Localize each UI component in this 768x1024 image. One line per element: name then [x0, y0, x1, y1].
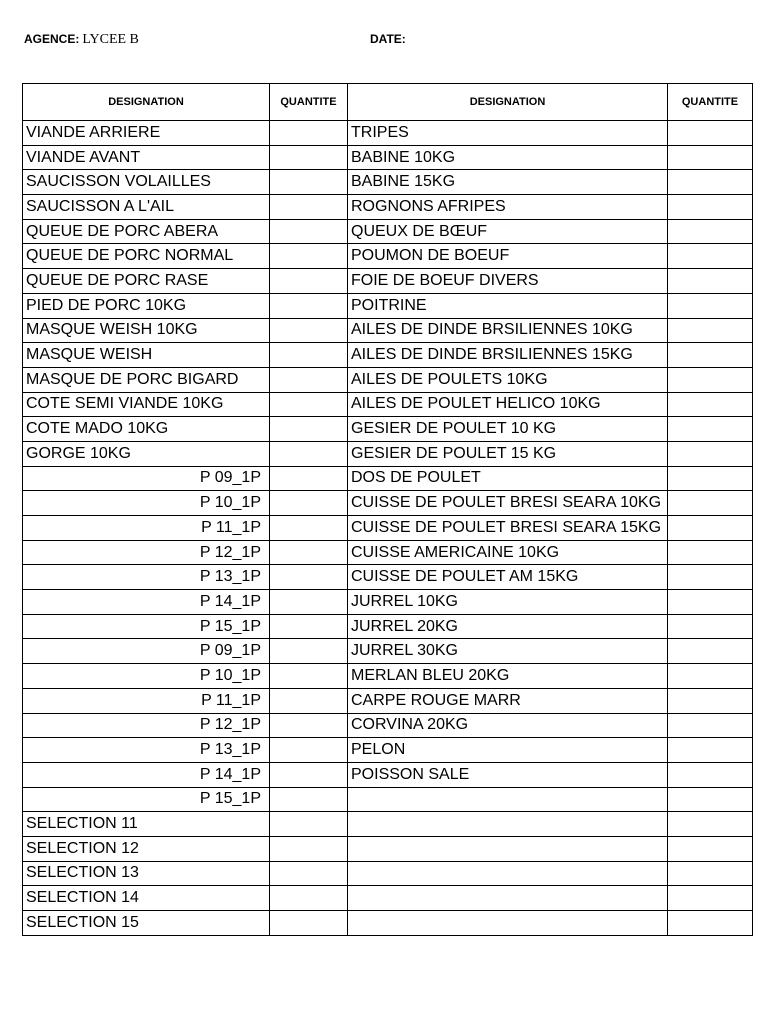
quantite-right-cell[interactable] [668, 787, 753, 812]
table-row [23, 343, 753, 368]
designation-right-cell [348, 812, 668, 837]
date-label: DATE: [370, 32, 406, 46]
designation-right-cell [348, 886, 668, 911]
quantite-left-cell[interactable] [270, 861, 348, 886]
designation-left-cell: P 14_1P [23, 590, 270, 615]
table-row [23, 244, 753, 269]
designation-right-cell: DOS DE POULET [348, 466, 668, 491]
order-table [22, 83, 753, 936]
designation-right-cell: CUISSE DE POULET AM 15KG [348, 565, 668, 590]
designation-left-cell: QUEUE DE PORC ABERA [23, 219, 270, 244]
quantite-left-cell[interactable] [270, 664, 348, 689]
designation-right-cell: GESIER DE POULET 15 KG [348, 441, 668, 466]
table-row [23, 664, 753, 689]
table-row [23, 195, 753, 220]
quantite-left-cell[interactable] [270, 466, 348, 491]
quantite-left-cell[interactable] [270, 787, 348, 812]
designation-left-cell: P 15_1P [23, 614, 270, 639]
agence-field [24, 32, 139, 48]
designation-left-cell: P 09_1P [23, 466, 270, 491]
designation-right-cell: JURREL 20KG [348, 614, 668, 639]
column-header-quantite-left: QUANTITE [270, 84, 348, 121]
designation-left-cell: QUEUE DE PORC NORMAL [23, 244, 270, 269]
table-row [23, 614, 753, 639]
table-row [23, 367, 753, 392]
designation-left-cell: P 10_1P [23, 664, 270, 689]
quantite-left-cell[interactable] [270, 639, 348, 664]
quantite-left-cell[interactable] [270, 367, 348, 392]
designation-right-cell: MERLAN BLEU 20KG [348, 664, 668, 689]
designation-left-cell: PIED DE PORC 10KG [23, 293, 270, 318]
table-row [23, 639, 753, 664]
quantite-right-cell[interactable] [668, 713, 753, 738]
designation-right-cell: TRIPES [348, 121, 668, 146]
designation-left-cell: P 15_1P [23, 787, 270, 812]
quantite-left-cell[interactable] [270, 812, 348, 837]
column-header-designation-right: DESIGNATION [348, 84, 668, 121]
quantite-right-cell[interactable] [668, 836, 753, 861]
designation-right-cell [348, 861, 668, 886]
designation-right-cell: QUEUX DE BŒUF [348, 219, 668, 244]
table-row [23, 590, 753, 615]
quantite-left-cell[interactable] [270, 392, 348, 417]
designation-left-cell: SELECTION 13 [23, 861, 270, 886]
quantite-left-cell[interactable] [270, 886, 348, 911]
quantite-left-cell[interactable] [270, 269, 348, 294]
quantite-left-cell[interactable] [270, 219, 348, 244]
quantite-right-cell[interactable] [668, 565, 753, 590]
designation-right-cell: AILES DE POULETS 10KG [348, 367, 668, 392]
quantite-left-cell[interactable] [270, 713, 348, 738]
designation-right-cell: POISSON SALE [348, 762, 668, 787]
designation-right-cell: CUISSE AMERICAINE 10KG [348, 540, 668, 565]
designation-right-cell: JURREL 30KG [348, 639, 668, 664]
designation-left-cell: P 11_1P [23, 688, 270, 713]
table-row [23, 219, 753, 244]
designation-left-cell: VIANDE ARRIERE [23, 121, 270, 146]
table-body [23, 121, 753, 936]
designation-left-cell: QUEUE DE PORC RASE [23, 269, 270, 294]
designation-left-cell: P 12_1P [23, 540, 270, 565]
designation-right-cell: JURREL 10KG [348, 590, 668, 615]
table-row [23, 738, 753, 763]
table-row [23, 516, 753, 541]
quantite-left-cell[interactable] [270, 565, 348, 590]
quantite-left-cell[interactable] [270, 121, 348, 146]
table-row [23, 269, 753, 294]
quantite-left-cell[interactable] [270, 590, 348, 615]
table-row [23, 392, 753, 417]
quantite-right-cell[interactable] [668, 664, 753, 689]
designation-left-cell: MASQUE WEISH 10KG [23, 318, 270, 343]
quantite-right-cell[interactable] [668, 614, 753, 639]
quantite-left-cell[interactable] [270, 293, 348, 318]
quantite-right-cell[interactable] [668, 738, 753, 763]
table-row [23, 762, 753, 787]
designation-left-cell: P 13_1P [23, 738, 270, 763]
designation-left-cell: P 12_1P [23, 713, 270, 738]
quantite-right-cell[interactable] [668, 145, 753, 170]
designation-left-cell: P 13_1P [23, 565, 270, 590]
designation-left-cell: COTE MADO 10KG [23, 417, 270, 442]
designation-right-cell: CUISSE DE POULET BRESI SEARA 15KG [348, 516, 668, 541]
designation-left-cell: SELECTION 14 [23, 886, 270, 911]
quantite-left-cell[interactable] [270, 343, 348, 368]
quantite-right-cell[interactable] [668, 516, 753, 541]
designation-left-cell: P 14_1P [23, 762, 270, 787]
table-row [23, 861, 753, 886]
quantite-left-cell[interactable] [270, 195, 348, 220]
designation-left-cell: COTE SEMI VIANDE 10KG [23, 392, 270, 417]
quantite-right-cell[interactable] [668, 293, 753, 318]
table-row [23, 170, 753, 195]
designation-right-cell: CUISSE DE POULET BRESI SEARA 10KG [348, 491, 668, 516]
designation-right-cell: CORVINA 20KG [348, 713, 668, 738]
quantite-left-cell[interactable] [270, 318, 348, 343]
table-row [23, 318, 753, 343]
designation-left-cell: SAUCISSON VOLAILLES [23, 170, 270, 195]
designation-right-cell: PELON [348, 738, 668, 763]
designation-right-cell [348, 911, 668, 936]
quantite-right-cell[interactable] [668, 441, 753, 466]
quantite-left-cell[interactable] [270, 540, 348, 565]
designation-right-cell [348, 787, 668, 812]
table-row [23, 145, 753, 170]
quantite-left-cell[interactable] [270, 911, 348, 936]
designation-left-cell: P 09_1P [23, 639, 270, 664]
quantite-right-cell[interactable] [668, 392, 753, 417]
column-header-quantite-right: QUANTITE [668, 84, 753, 121]
table-row [23, 836, 753, 861]
designation-right-cell: AILES DE DINDE BRSILIENNES 10KG [348, 318, 668, 343]
date-field [370, 32, 409, 48]
designation-left-cell: GORGE 10KG [23, 441, 270, 466]
quantite-left-cell[interactable] [270, 836, 348, 861]
quantite-right-cell[interactable] [668, 195, 753, 220]
quantite-right-cell[interactable] [668, 269, 753, 294]
agence-value[interactable]: LYCEE B [82, 32, 139, 47]
quantite-left-cell[interactable] [270, 244, 348, 269]
quantite-right-cell[interactable] [668, 219, 753, 244]
table-row [23, 688, 753, 713]
table-row [23, 565, 753, 590]
table-row [23, 540, 753, 565]
designation-left-cell: P 10_1P [23, 491, 270, 516]
table-row [23, 293, 753, 318]
table-row [23, 713, 753, 738]
quantite-right-cell[interactable] [668, 367, 753, 392]
quantite-left-cell[interactable] [270, 491, 348, 516]
quantite-right-cell[interactable] [668, 762, 753, 787]
quantite-right-cell[interactable] [668, 244, 753, 269]
designation-right-cell [348, 836, 668, 861]
designation-left-cell: SELECTION 12 [23, 836, 270, 861]
designation-right-cell: AILES DE DINDE BRSILIENNES 15KG [348, 343, 668, 368]
quantite-right-cell[interactable] [668, 318, 753, 343]
table-header-row [23, 84, 753, 121]
table-row [23, 441, 753, 466]
designation-right-cell: GESIER DE POULET 10 KG [348, 417, 668, 442]
quantite-right-cell[interactable] [668, 590, 753, 615]
quantite-left-cell[interactable] [270, 762, 348, 787]
quantite-left-cell[interactable] [270, 688, 348, 713]
designation-right-cell: AILES DE POULET HELICO 10KG [348, 392, 668, 417]
designation-left-cell: SELECTION 15 [23, 911, 270, 936]
quantite-left-cell[interactable] [270, 614, 348, 639]
quantite-right-cell[interactable] [668, 639, 753, 664]
designation-right-cell: CARPE ROUGE MARR [348, 688, 668, 713]
quantite-right-cell[interactable] [668, 540, 753, 565]
column-header-designation-left: DESIGNATION [23, 84, 270, 121]
quantite-left-cell[interactable] [270, 738, 348, 763]
quantite-left-cell[interactable] [270, 170, 348, 195]
designation-left-cell: SELECTION 11 [23, 812, 270, 837]
quantite-right-cell[interactable] [668, 121, 753, 146]
quantite-right-cell[interactable] [668, 417, 753, 442]
designation-left-cell: MASQUE WEISH [23, 343, 270, 368]
quantite-left-cell[interactable] [270, 417, 348, 442]
designation-right-cell: POUMON DE BOEUF [348, 244, 668, 269]
table-row [23, 121, 753, 146]
designation-right-cell: FOIE DE BOEUF DIVERS [348, 269, 668, 294]
designation-right-cell: BABINE 10KG [348, 145, 668, 170]
table-row [23, 911, 753, 936]
designation-left-cell: VIANDE AVANT [23, 145, 270, 170]
quantite-right-cell[interactable] [668, 886, 753, 911]
designation-left-cell: SAUCISSON A L'AIL [23, 195, 270, 220]
quantite-right-cell[interactable] [668, 688, 753, 713]
quantite-right-cell[interactable] [668, 861, 753, 886]
table-row [23, 417, 753, 442]
quantite-left-cell[interactable] [270, 516, 348, 541]
table-row [23, 812, 753, 837]
quantite-right-cell[interactable] [668, 466, 753, 491]
table-row [23, 787, 753, 812]
agence-label: AGENCE: [24, 32, 80, 46]
designation-right-cell: POITRINE [348, 293, 668, 318]
table-row [23, 466, 753, 491]
quantite-left-cell[interactable] [270, 145, 348, 170]
quantite-right-cell[interactable] [668, 343, 753, 368]
designation-left-cell: MASQUE DE PORC BIGARD [23, 367, 270, 392]
quantite-left-cell[interactable] [270, 441, 348, 466]
quantite-right-cell[interactable] [668, 812, 753, 837]
designation-right-cell: ROGNONS AFRIPES [348, 195, 668, 220]
table-row [23, 886, 753, 911]
quantite-right-cell[interactable] [668, 491, 753, 516]
table-row [23, 491, 753, 516]
designation-right-cell: BABINE 15KG [348, 170, 668, 195]
quantite-right-cell[interactable] [668, 911, 753, 936]
quantite-right-cell[interactable] [668, 170, 753, 195]
designation-left-cell: P 11_1P [23, 516, 270, 541]
